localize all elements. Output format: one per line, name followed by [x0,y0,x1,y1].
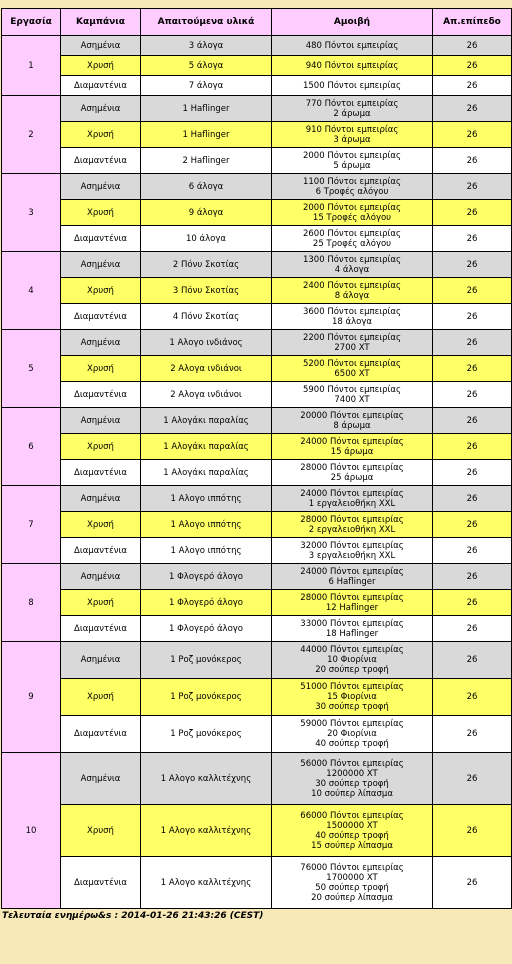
level-cell: 26 [433,96,512,122]
materials-cell: 7 άλογα [141,76,272,96]
materials-cell: 1 Αλογο ινδιάνος [141,330,272,356]
table-row [2,330,512,356]
reward-line: 5 άρωμα [333,160,371,171]
table-row [2,356,512,382]
reward-cell [272,96,433,122]
table-row [2,76,512,96]
reward-cell [272,805,433,857]
materials-cell: 1 Αλογο καλλιτέχνης [141,805,272,857]
table-row [2,278,512,304]
reward-cell [272,564,433,590]
level-cell: 26 [433,122,512,148]
table-row [2,857,512,909]
reward-line: 3600 Πόντοι εμπειρίας [302,306,402,317]
reward-cell [272,616,433,642]
level-cell: 26 [433,434,512,460]
level-cell: 26 [433,382,512,408]
reward-cell [272,486,433,512]
campaign-cell: Διαμαντένια [61,148,141,174]
level-cell: 26 [433,616,512,642]
reward-line: 15 σούπερ λίπασμα [311,840,393,851]
reward-line: 25 άρωμα [330,472,374,483]
reward-cell [272,512,433,538]
reward-line: 2 εργαλειοθήκη XXL [308,524,396,535]
level-cell: 26 [433,642,512,679]
last-updated: Τελευταία ενημέρω&s : 2014-01-26 21:43:26 (CEST) [2,911,264,921]
reward-cell [272,382,433,408]
level-cell: 26 [433,753,512,805]
level-cell: 26 [433,512,512,538]
materials-cell: 2 Αλογα ινδιάνοι [141,356,272,382]
reward-line: 15 Φιορίνια [327,692,377,702]
header-level: Απ.επίπεδο [433,9,512,36]
campaign-cell: Ασημένια [61,330,141,356]
reward-line: 24000 Πόντοι εμπειρίας [300,566,404,577]
reward-line: 24000 Πόντοι εμπειρίας [300,436,404,447]
materials-cell: 1 Αλογο ιππότης [141,512,272,538]
table-row [2,564,512,590]
table-row [2,512,512,538]
level-cell: 26 [433,857,512,909]
reward-line: 20 σούπερ τροφή [315,665,389,675]
level-cell: 26 [433,252,512,278]
materials-cell: 1 Φλογερό άλογο [141,616,272,642]
materials-cell: 2 Πόνυ Σκοτίας [141,252,272,278]
reward-line: 76000 Πόντοι εμπειρίας [300,862,404,873]
materials-cell: 1 Ροζ μονόκερος [141,679,272,716]
level-cell: 26 [433,56,512,76]
reward-cell [272,252,433,278]
campaign-cell: Χρυσή [61,805,141,857]
campaign-cell: Χρυσή [61,278,141,304]
table-row [2,226,512,252]
reward-line: 8 άλογα [334,290,370,301]
reward-line: 44000 Πόντοι εμπειρίας [300,645,404,655]
reward-line: 2700 XT [334,342,370,353]
reward-line: 56000 Πόντοι εμπειρίας [300,758,404,769]
reward-cell [272,56,433,76]
reward-line: 20000 Πόντοι εμπειρίας [300,410,404,421]
materials-cell: 9 άλογα [141,200,272,226]
reward-line: 480 Πόντοι εμπειρίας [305,40,399,51]
reward-line: 50 σούπερ τροφή [315,882,389,893]
reward-line: 2000 Πόντοι εμπειρίας [302,202,402,213]
reward-cell [272,226,433,252]
campaign-cell: Διαμαντένια [61,716,141,753]
campaign-cell: Χρυσή [61,512,141,538]
reward-line: 2400 Πόντοι εμπειρίας [302,280,402,291]
table-row [2,590,512,616]
table-header-row [2,9,512,36]
materials-cell: 1 Αλογο καλλιτέχνης [141,753,272,805]
materials-cell: 1 Ροζ μονόκερος [141,716,272,753]
page [0,8,512,923]
table-row [2,486,512,512]
reward-line: 40 σούπερ τροφή [315,830,389,841]
reward-line: 2 άρωμα [333,108,371,119]
reward-line: 33000 Πόντοι εμπειρίας [300,618,404,629]
table-row [2,616,512,642]
reward-line: 1300 Πόντοι εμπειρίας [302,254,402,265]
reward-line: 2200 Πόντοι εμπειρίας [302,332,402,343]
materials-cell: 1 Haflinger [141,96,272,122]
reward-line: 12 Haflinger [325,602,379,613]
campaign-cell: Διαμαντένια [61,226,141,252]
level-cell: 26 [433,226,512,252]
level-cell: 26 [433,304,512,330]
reward-line: 20 σούπερ λίπασμα [311,892,393,903]
campaign-cell: Χρυσή [61,122,141,148]
campaign-cell: Ασημένια [61,564,141,590]
reward-line: 5900 Πόντοι εμπειρίας [302,384,402,395]
campaign-cell: Διαμαντένια [61,76,141,96]
reward-line: 1100 Πόντοι εμπειρίας [302,176,402,187]
header-campaign: Καμπάνια [61,9,141,36]
reward-line: 6500 XT [334,368,370,379]
table-row [2,716,512,753]
campaign-cell: Ασημένια [61,96,141,122]
materials-cell: 1 Αλογάκι παραλίας [141,434,272,460]
reward-line: 1200000 XT [326,768,378,779]
reward-line: 8 άρωμα [333,420,371,431]
task-number: 3 [2,174,61,252]
reward-line: 940 Πόντοι εμπειρίας [305,60,399,71]
level-cell: 26 [433,805,512,857]
materials-cell: 1 Φλογερό άλογο [141,564,272,590]
level-cell: 26 [433,36,512,56]
campaign-cell: Ασημένια [61,174,141,200]
table-row [2,122,512,148]
reward-cell [272,36,433,56]
reward-line: 1 εργαλειοθήκη XXL [308,498,396,509]
campaign-cell: Χρυσή [61,56,141,76]
reward-line: 32000 Πόντοι εμπειρίας [300,540,404,551]
task-number: 10 [2,753,61,909]
reward-line: 1500000 XT [326,820,378,831]
campaign-cell: Διαμαντένια [61,460,141,486]
campaign-cell: Ασημένια [61,36,141,56]
reward-cell [272,304,433,330]
reward-line: 51000 Πόντοι εμπειρίας [300,682,404,692]
reward-cell [272,538,433,564]
reward-cell [272,434,433,460]
reward-line: 30 σούπερ τροφή [315,702,389,712]
campaign-cell: Χρυσή [61,356,141,382]
table-row [2,252,512,278]
table-row [2,200,512,226]
reward-cell [272,76,433,96]
reward-cell [272,356,433,382]
header-reward: Αμοιβή [272,9,433,36]
reward-cell [272,460,433,486]
campaign-cell: Ασημένια [61,753,141,805]
materials-cell: 2 Haflinger [141,148,272,174]
materials-cell: 1 Ροζ μονόκερος [141,642,272,679]
campaign-cell: Διαμαντένια [61,382,141,408]
reward-cell [272,174,433,200]
table-row [2,96,512,122]
reward-line: 6 Haflinger [328,576,376,587]
table-row [2,679,512,716]
table-row [2,36,512,56]
reward-line: 1500 Πόντοι εμπειρίας [302,80,402,91]
reward-line: 15 Τροφές αλόγου [312,212,392,223]
materials-cell: 10 άλογα [141,226,272,252]
level-cell: 26 [433,408,512,434]
reward-cell [272,753,433,805]
materials-cell: 1 Haflinger [141,122,272,148]
reward-cell [272,330,433,356]
reward-line: 59000 Πόντοι εμπειρίας [300,719,404,729]
reward-line: 7400 XT [334,394,370,405]
materials-cell: 1 Αλογο ιππότης [141,486,272,512]
materials-cell: 2 Αλογα ινδιάνοι [141,382,272,408]
reward-cell [272,590,433,616]
reward-line: 10 σούπερ λίπασμα [311,788,393,799]
level-cell: 26 [433,278,512,304]
reward-cell [272,122,433,148]
table-row [2,304,512,330]
reward-cell [272,716,433,753]
level-cell: 26 [433,538,512,564]
reward-line: 40 σούπερ τροφή [315,739,389,749]
campaign-cell: Ασημένια [61,408,141,434]
reward-cell [272,148,433,174]
level-cell: 26 [433,200,512,226]
task-number: 8 [2,564,61,642]
table-row [2,434,512,460]
campaign-cell: Διαμαντένια [61,538,141,564]
reward-line: 5200 Πόντοι εμπειρίας [302,358,402,369]
reward-line: 910 Πόντοι εμπειρίας [305,124,399,135]
reward-line: 28000 Πόντοι εμπειρίας [300,462,404,473]
reward-line: 18 άλογα [332,316,372,327]
reward-line: 15 άρωμα [330,446,374,457]
task-number: 2 [2,96,61,174]
table-row [2,642,512,679]
materials-cell: 1 Φλογερό άλογο [141,590,272,616]
level-cell: 26 [433,330,512,356]
table-row [2,56,512,76]
level-cell: 26 [433,564,512,590]
campaign-table [1,8,512,909]
materials-cell: 3 Πόνυ Σκοτίας [141,278,272,304]
header-task: Εργασία [2,9,61,36]
campaign-cell: Ασημένια [61,642,141,679]
reward-cell [272,408,433,434]
level-cell: 26 [433,174,512,200]
task-number: 1 [2,36,61,96]
campaign-cell: Χρυσή [61,434,141,460]
table-row [2,382,512,408]
reward-line: 3 εργαλειοθήκη XXL [308,550,396,561]
table-row [2,174,512,200]
table-row [2,805,512,857]
reward-cell [272,857,433,909]
campaign-cell: Διαμαντένια [61,304,141,330]
reward-line: 770 Πόντοι εμπειρίας [305,98,399,109]
level-cell: 26 [433,356,512,382]
level-cell: 26 [433,148,512,174]
reward-line: 20 Φιορίνια [327,729,377,739]
header-materials: Απαιτούμενα υλικά [141,9,272,36]
reward-line: 28000 Πόντοι εμπειρίας [300,592,404,603]
level-cell: 26 [433,590,512,616]
level-cell: 26 [433,679,512,716]
reward-line: 6 Τροφές αλόγου [315,186,389,197]
reward-line: 24000 Πόντοι εμπειρίας [300,488,404,499]
task-number: 7 [2,486,61,564]
task-number: 4 [2,252,61,330]
task-number: 9 [2,642,61,753]
level-cell: 26 [433,486,512,512]
reward-cell [272,278,433,304]
materials-cell: 4 Πόνυ Σκοτίας [141,304,272,330]
reward-line: 30 σούπερ τροφή [315,778,389,789]
reward-line: 1700000 XT [326,872,378,883]
table-row [2,460,512,486]
reward-cell [272,679,433,716]
task-number: 5 [2,330,61,408]
reward-line: 25 Τροφές αλόγου [312,238,392,249]
campaign-cell: Διαμαντένια [61,857,141,909]
reward-line: 66000 Πόντοι εμπειρίας [300,810,404,821]
table-body [2,36,512,909]
campaign-cell: Χρυσή [61,590,141,616]
materials-cell: 1 Αλογο καλλιτέχνης [141,857,272,909]
campaign-cell: Χρυσή [61,679,141,716]
campaign-cell: Ασημένια [61,486,141,512]
materials-cell: 1 Αλογάκι παραλίας [141,460,272,486]
table-row [2,408,512,434]
reward-line: 3 άρωμα [333,134,371,145]
reward-line: 4 άλογα [334,264,370,275]
materials-cell: 3 άλογα [141,36,272,56]
reward-line: 18 Haflinger [325,628,379,639]
level-cell: 26 [433,76,512,96]
level-cell: 26 [433,460,512,486]
table-row [2,148,512,174]
materials-cell: 1 Αλογο ιππότης [141,538,272,564]
reward-cell [272,642,433,679]
level-cell: 26 [433,716,512,753]
materials-cell: 6 άλογα [141,174,272,200]
campaign-cell: Χρυσή [61,200,141,226]
reward-line: 10 Φιορίνια [327,655,377,665]
table-row [2,753,512,805]
table-row [2,538,512,564]
task-number: 6 [2,408,61,486]
reward-cell [272,200,433,226]
reward-line: 2600 Πόντοι εμπειρίας [302,228,402,239]
campaign-cell: Διαμαντένια [61,616,141,642]
materials-cell: 5 άλογα [141,56,272,76]
campaign-cell: Ασημένια [61,252,141,278]
materials-cell: 1 Αλογάκι παραλίας [141,408,272,434]
reward-line: 28000 Πόντοι εμπειρίας [300,514,404,525]
reward-line: 2000 Πόντοι εμπειρίας [302,150,402,161]
